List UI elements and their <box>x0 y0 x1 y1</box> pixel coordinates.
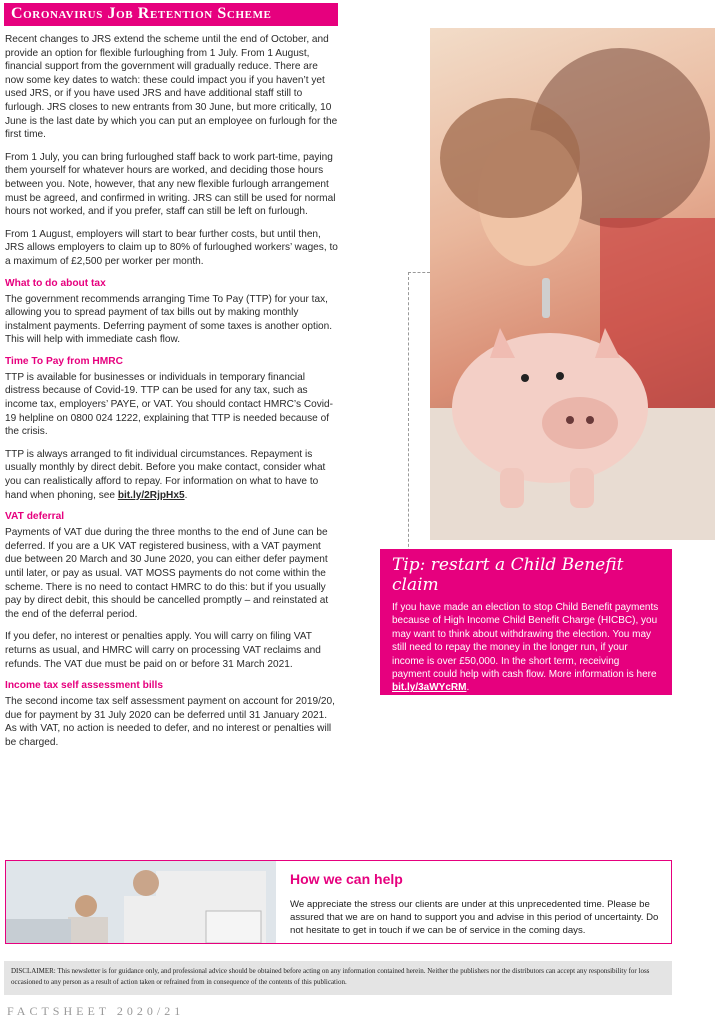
intro-paragraph-1: Recent changes to JRS extend the scheme until the end of October, and provide an option for flexible furloughing from 1 July. From 1 August, financial support from the government will gradually reduce. There are now some key dates to watch: these could impact you if you haven’t yet used JRS, or if you have used JRS and have additional staff still to furlough. JRS closes to new entrants from 30 June, but more critically, 10 June is the last date by which you can put an employee on furlough for the first time. <box>5 34 338 141</box>
tip-info-link[interactable]: bit.ly/3aWYcRM <box>392 682 467 694</box>
vat-paragraph-2: If you defer, no interest or penalties apply. You will carry on filing VAT returns as usual, and HMRC will carry on processing VAT reclaims and refunds. The VAT due must be paid on or before 31 March 2021. <box>5 631 321 670</box>
tip-paragraph <box>392 601 660 695</box>
help-text: We appreciate the stress our clients are under at this unprecedented time. Please be assured that we are on hand to support you and advise in this period of uncertainty. Do not hesitate to get in touch if we can be of service in the coming days. <box>290 899 659 937</box>
piggy-bank-photo <box>430 28 715 540</box>
footer-label: FACTSHEET 2020/21 <box>7 1004 185 1018</box>
self-assessment-heading: Income tax self assessment bills <box>5 680 163 692</box>
main-article <box>5 33 338 759</box>
vat-paragraph-1: Payments of VAT due during the three months to the end of June can be deferred. If you are a UK VAT registered business, with a VAT payment due between 20 March and 30 June 2020, you can either defer payment until later, or pay as usual. VAT MOSS payments do not come within the scheme. There is no need to contact HMRC to do this: but if you usually pay by direct debit, this should be cancelled promptly – and reinstated at the end of the deferral period. <box>5 527 329 620</box>
piggy-bank-illustration <box>430 28 715 540</box>
dashed-connector-horizontal <box>408 272 430 273</box>
dashed-connector-vertical <box>408 272 409 562</box>
help-title: How we can help <box>290 871 403 887</box>
tip-title: Tip: restart a Child Benefit claim <box>392 555 624 595</box>
tip-text: If you have made an election to stop Child Benefit payments because of High Income Child Benefit Charge (HICBC), you may want to think about withdrawing the election. You may still need to repay the money in the longer run, if your income is over £50,000. In the short term, receiving payment could help with cash flow. More information is here <box>392 602 659 681</box>
intro-paragraph-2: From 1 July, you can bring furloughed staff back to work part-time, paying them yourself for whatever hours are worked, and deciding those hours between you. Note, however, that any new flexible furlough arrangement must be agreed, and confirmed in writing. JRS can still be used for normal hours not worked, and if you prefer, staff can still be left on furlough. <box>5 151 336 218</box>
tip-link-period: . <box>466 682 470 694</box>
section-title: Coronavirus Job Retention Scheme <box>4 3 338 26</box>
self-assessment-paragraph: The second income tax self assessment payment on account for 2019/20, due for payment by 31 July 2020 can be deferred until 31 January 2021. As with VAT, no action is needed to defer, and no interest or penalties will be charged. <box>5 696 335 748</box>
disclaimer: DISCLAIMER: This newsletter is for guidance only, and professional advice should be obtained before acting on any information contained herein. Neither the publishers nor the distributors can accept any responsibility for loss occasioned to any person as a result of action taken or refrained from in consequence of the contents of this publication. <box>4 961 672 995</box>
help-content <box>276 861 671 943</box>
ttp-link-period: . <box>184 489 188 501</box>
tip-box <box>380 549 672 695</box>
ttp-paragraph-2 <box>5 448 338 502</box>
ttp-info-link[interactable]: bit.ly/2RjpHx5 <box>117 489 185 501</box>
help-panel <box>5 860 672 944</box>
tax-paragraph: The government recommends arranging Time To Pay (TTP) for your tax, allowing you to spread payment of tax bills out by making monthly instalment payments. Deferring payment of some taxes is another option. This will help with immediate cash flow. <box>5 293 333 346</box>
office-illustration <box>6 861 276 943</box>
intro-paragraph-3: From 1 August, employers will start to bear further costs, but until then, JRS allows employers to claim up to 80% of furloughed workers’ wages, to a maximum of £2,500 per worker per month. <box>5 228 338 267</box>
office-photo <box>6 861 276 943</box>
ttp-paragraph-1: TTP is available for businesses or individuals in temporary financial distress because of Covid-19. TTP can be used for any tax, such as income tax, employers’ PAYE, or VAT. You should contact HMRC’s Covid-19 helpline on 0800 024 1222, explaining that TTP is needed because of the crisis. <box>5 371 333 438</box>
vat-heading: VAT deferral <box>5 511 65 523</box>
ttp-heading: Time To Pay from HMRC <box>5 355 123 367</box>
ttp-paragraph-2-text: TTP is always arranged to fit individual circumstances. Repayment is usually monthly by direct debit. Before you make contact, consider what you can realistically afford to repay. For information on what to have to hand when phoning, see <box>5 448 326 501</box>
tax-heading: What to do about tax <box>5 277 106 289</box>
